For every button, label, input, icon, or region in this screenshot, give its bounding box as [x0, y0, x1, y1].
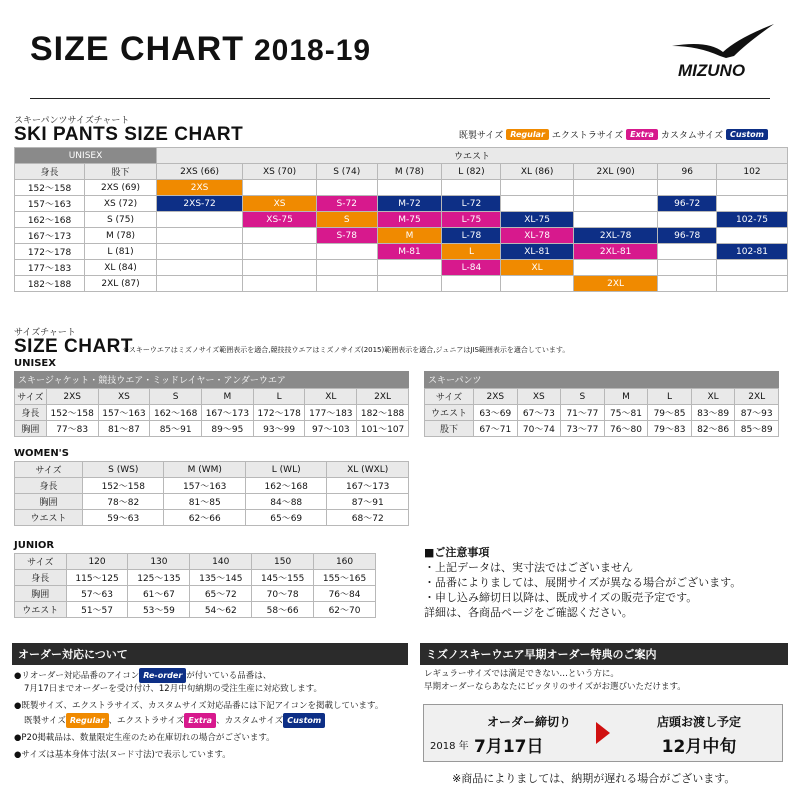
size-cell: L-75	[442, 212, 501, 228]
size-cell: 96-72	[658, 196, 717, 212]
value-cell: 172〜178	[253, 405, 305, 421]
value-cell: 71〜77	[561, 405, 605, 421]
size-cell: S-78	[316, 228, 377, 244]
table-row	[15, 478, 409, 494]
waist-col-header: S (74)	[316, 164, 377, 180]
column-header: S (WS)	[83, 462, 164, 478]
value-cell: 70〜78	[252, 586, 314, 602]
column-header: 130	[128, 554, 190, 570]
size-cell: XL	[501, 260, 573, 276]
value-cell: 67〜71	[474, 421, 518, 437]
size-cell	[243, 260, 317, 276]
inseam-cell: XS (72)	[85, 196, 157, 212]
value-cell: 89〜95	[202, 421, 254, 437]
size-cell: XL-78	[501, 228, 573, 244]
size-cell	[658, 180, 717, 196]
inseam-cell: S (75)	[85, 212, 157, 228]
column-header: XL	[691, 389, 735, 405]
value-cell: 61〜67	[128, 586, 190, 602]
value-cell: 162〜168	[150, 405, 202, 421]
table-row	[15, 212, 788, 228]
size-cell	[658, 260, 717, 276]
regular-tag: Regular	[506, 129, 549, 140]
delivery-footnote: ※商品によりましては、納期が遅れる場合がございます。	[452, 772, 736, 785]
height-cell: 152〜158	[15, 180, 85, 196]
size-cell	[377, 180, 442, 196]
table-row	[425, 421, 779, 437]
jacket-table: スキージャケット・競技ウエア・ミッドレイヤー・アンダーウエア サイズ 2XS XS S M L XL 2XL 身長 152〜158 157〜163 162〜168 167〜173 172〜178 177〜183 182〜188 胸囲 77〜83 81〜87 85〜91 89〜95 93〜99 97〜103 101〜107	[14, 371, 409, 437]
column-header: サイズ	[15, 389, 47, 405]
row-label: 胸囲	[15, 494, 83, 510]
inseam-cell: 2XS (69)	[85, 180, 157, 196]
size-cell	[717, 276, 788, 292]
value-cell: 62〜70	[314, 602, 376, 618]
waist-col-header: 2XL (90)	[573, 164, 658, 180]
pants-subtitle: スキーパンツサイズチャート	[14, 116, 130, 126]
reorder-tag: Re-order	[139, 668, 186, 683]
size-cell	[377, 276, 442, 292]
value-cell: 73〜77	[561, 421, 605, 437]
early-order-header: ミズノスキーウエア早期オーダー特典のご案内	[420, 643, 788, 665]
size-cell	[573, 196, 658, 212]
order-details: ●リオーダー対応品番のアイコン Re-order が付いている品番は、 7月17日までオーダーを受け付け、12月中旬納期の受注生産に対応致します。 ●既製サイズ、エクストラサイズ、カスタムサイズ対応品番には下記アイコンを掲載しています。 既製サイズ Regular 、エクストラサイズ Extra 、カスタムサイズ Custom ●P20掲載品は、数量限定生産のため在庫切れの場合がございます。 ●サイズは基本身体寸法(ヌード寸法)で表示しています。	[14, 668, 410, 762]
table-row	[15, 276, 788, 292]
table-row	[15, 494, 409, 510]
size-cell	[243, 180, 317, 196]
size-cell: L-78	[442, 228, 501, 244]
size-cell	[501, 180, 573, 196]
size-cell	[243, 244, 317, 260]
value-cell: 53〜59	[128, 602, 190, 618]
value-cell: 83〜89	[691, 405, 735, 421]
value-cell: 81〜85	[164, 494, 245, 510]
value-cell: 57〜63	[66, 586, 128, 602]
waist-col-header: XS (70)	[243, 164, 317, 180]
value-cell: 58〜66	[252, 602, 314, 618]
delivery-date: 12月中旬	[661, 737, 737, 757]
value-cell: 87〜93	[735, 405, 779, 421]
value-cell: 152〜158	[83, 478, 164, 494]
table-header-row	[15, 389, 409, 405]
row-label: 身長	[15, 405, 47, 421]
height-cell: 157〜163	[15, 196, 85, 212]
size-cell: XS-75	[243, 212, 317, 228]
height-cell: 172〜178	[15, 244, 85, 260]
value-cell: 182〜188	[357, 405, 409, 421]
value-cell: 101〜107	[357, 421, 409, 437]
pants-size-table: UNISEX ウエスト 身長 股下 2XS (66) XS (70) S (74) M (78) L (82) XL (86) 2XL (90) 96 102 152〜158 2XS (69) 2XS 157〜163 XS (72) 2XS-72 XS S-72 M-72 L-72 96-72 162〜168 S (75) XS-75 S M-75 L-75 XL-75 102-75 167〜173 M (78) S-78 M L-78 XL-78 2XL-78 96-78 172〜178 L (81) M-81 L XL-81 2XL-81 102-81 177〜183 XL (84) L-84 XL 182〜188 2XL (87) 2XL	[14, 147, 788, 292]
value-cell: 177〜183	[305, 405, 357, 421]
value-cell: 67〜73	[517, 405, 561, 421]
column-header: M	[604, 389, 648, 405]
table-row	[425, 405, 779, 421]
size-cell: 96-78	[658, 228, 717, 244]
value-cell: 75〜81	[604, 405, 648, 421]
column-header: サイズ	[15, 462, 83, 478]
size-cell	[243, 228, 317, 244]
womens-table	[14, 461, 409, 526]
table-row	[15, 405, 409, 421]
row-label: 胸囲	[15, 586, 67, 602]
value-cell: 155〜165	[314, 570, 376, 586]
column-header: XL	[305, 389, 357, 405]
table-row	[15, 570, 376, 586]
value-cell: 135〜145	[190, 570, 252, 586]
pants-chart-title: SKI PANTS SIZE CHART	[14, 124, 244, 145]
size-cell: L-72	[442, 196, 501, 212]
size-cell: XL-75	[501, 212, 573, 228]
early-order-text: レギュラーサイズでは満足できない…という方に。 早期オーダーならあなたにピッタリのサイズがお選びいただけます。	[424, 669, 686, 692]
value-cell: 157〜163	[164, 478, 245, 494]
table-row	[15, 602, 376, 618]
row-label: 身長	[15, 570, 67, 586]
table-row	[15, 421, 409, 437]
value-cell: 77〜83	[46, 421, 98, 437]
row-label: 胸囲	[15, 421, 47, 437]
junior-label: JUNIOR	[14, 540, 55, 551]
brand-logo	[668, 20, 778, 82]
inseam-cell: M (78)	[85, 228, 157, 244]
value-cell: 65〜72	[190, 586, 252, 602]
table-row	[15, 260, 788, 276]
waist-col-header: 102	[717, 164, 788, 180]
column-header: XS	[98, 389, 150, 405]
inseam-cell: 2XL (87)	[85, 276, 157, 292]
value-cell: 84〜88	[245, 494, 326, 510]
value-cell: 68〜72	[327, 510, 409, 526]
value-cell: 115〜125	[66, 570, 128, 586]
waist-col-header: 2XS (66)	[157, 164, 243, 180]
season-year: 2018-19	[254, 34, 372, 67]
size-cell	[316, 260, 377, 276]
size-cell	[501, 276, 573, 292]
size-cell: S	[316, 212, 377, 228]
size-cell	[573, 212, 658, 228]
size-cell	[157, 228, 243, 244]
waist-col-header: 96	[658, 164, 717, 180]
column-header: S	[150, 389, 202, 405]
value-cell: 85〜91	[150, 421, 202, 437]
size-cell: 2XS	[157, 180, 243, 196]
size-cell: L-84	[442, 260, 501, 276]
table-row	[15, 228, 788, 244]
inseam-cell: L (81)	[85, 244, 157, 260]
column-header: M	[202, 389, 254, 405]
row-label: 身長	[15, 478, 83, 494]
value-cell: 82〜86	[691, 421, 735, 437]
value-cell: 152〜158	[46, 405, 98, 421]
column-header: 120	[66, 554, 128, 570]
value-cell: 81〜87	[98, 421, 150, 437]
value-cell: 59〜63	[83, 510, 164, 526]
size-cell: 2XS-72	[157, 196, 243, 212]
size-cell: M-72	[377, 196, 442, 212]
size-cell: 2XL-78	[573, 228, 658, 244]
arrow-right-icon	[596, 722, 610, 744]
size-cell: M-81	[377, 244, 442, 260]
table-header-row	[15, 462, 409, 478]
value-cell: 76〜80	[604, 421, 648, 437]
column-header: 160	[314, 554, 376, 570]
row-label: ウエスト	[15, 602, 67, 618]
value-cell: 79〜85	[648, 405, 692, 421]
value-cell: 62〜66	[164, 510, 245, 526]
value-cell: 78〜82	[83, 494, 164, 510]
value-cell: 145〜155	[252, 570, 314, 586]
height-cell: 182〜188	[15, 276, 85, 292]
unisex-label: UNISEX	[14, 358, 56, 369]
size-cell	[501, 196, 573, 212]
size-cell: 2XL-81	[573, 244, 658, 260]
column-header: XL (WXL)	[327, 462, 409, 478]
page-title: SIZE CHART 2018-19	[30, 30, 372, 68]
column-header: S	[561, 389, 605, 405]
column-header: XS	[517, 389, 561, 405]
value-cell: 65〜69	[245, 510, 326, 526]
column-header: サイズ	[15, 554, 67, 570]
size-chart-note: ※スキーウエアはミズノサイズ範囲表示を適合,競技技ウエアはミズノサイズ(2015)範囲表示を適合,ジュニアはJIS範囲表示を適合しています。	[123, 346, 570, 354]
size-cell: 102-81	[717, 244, 788, 260]
junior-table	[14, 553, 376, 618]
value-cell: 157〜163	[98, 405, 150, 421]
size-cell	[157, 276, 243, 292]
size-cell	[316, 276, 377, 292]
column-header: L	[253, 389, 305, 405]
row-label: ウエスト	[425, 405, 474, 421]
size-cell	[573, 260, 658, 276]
size-cell: 2XL	[573, 276, 658, 292]
column-header: 2XS	[46, 389, 98, 405]
column-header: M (WM)	[164, 462, 245, 478]
inseam-cell: XL (84)	[85, 260, 157, 276]
value-cell: 85〜89	[735, 421, 779, 437]
size-cell	[717, 228, 788, 244]
waist-col-header: XL (86)	[501, 164, 573, 180]
size-cell: 102-75	[717, 212, 788, 228]
value-cell: 162〜168	[245, 478, 326, 494]
size-cell	[316, 244, 377, 260]
deadline-year: 2018 年	[430, 741, 469, 752]
table-row	[15, 586, 376, 602]
size-cell: XS	[243, 196, 317, 212]
extra-tag: Extra	[626, 129, 658, 140]
size-legend: 既製サイズ Regular エクストラサイズ Extra カスタムサイズ Custom	[459, 128, 768, 141]
column-header: 2XS	[474, 389, 518, 405]
size-cell	[658, 212, 717, 228]
caution-notes: ■ご注意事項 ・上記データは、実寸法ではございません ・品番によりましては、展開サイズが異なる場合がございます。 ・申し込み締切日以降は、既成サイズの販売予定です。 詳細は、各商品ページをご確認ください。	[424, 546, 742, 619]
table-row	[15, 180, 788, 196]
table-header-row	[15, 554, 376, 570]
value-cell: 54〜62	[190, 602, 252, 618]
height-cell: 167〜173	[15, 228, 85, 244]
order-section-header: オーダー対応について	[12, 643, 408, 665]
column-header: 2XL	[357, 389, 409, 405]
size-cell	[377, 260, 442, 276]
column-header: 150	[252, 554, 314, 570]
row-label: 股下	[425, 421, 474, 437]
size-cell	[157, 244, 243, 260]
size-cell	[316, 180, 377, 196]
value-cell: 63〜69	[474, 405, 518, 421]
size-cell	[442, 276, 501, 292]
size-cell	[658, 244, 717, 260]
column-header: 2XL	[735, 389, 779, 405]
waist-col-header: M (78)	[377, 164, 442, 180]
value-cell: 167〜173	[202, 405, 254, 421]
value-cell: 70〜74	[517, 421, 561, 437]
size-cell: L	[442, 244, 501, 260]
value-cell: 97〜103	[305, 421, 357, 437]
size-cell: XL-81	[501, 244, 573, 260]
table-header-row	[425, 389, 779, 405]
divider	[30, 98, 770, 99]
value-cell: 79〜83	[648, 421, 692, 437]
size-cell	[717, 180, 788, 196]
size-cell	[243, 276, 317, 292]
table-row	[15, 244, 788, 260]
value-cell: 93〜99	[253, 421, 305, 437]
size-cell: M	[377, 228, 442, 244]
delivery-label: 店頭お渡し予定	[656, 715, 741, 729]
deadline-label: オーダー締切り	[486, 715, 571, 729]
custom-tag: Custom	[726, 129, 768, 140]
size-cell: S-72	[316, 196, 377, 212]
size-chart-title: SIZE CHART	[14, 336, 133, 357]
size-cell	[717, 196, 788, 212]
waist-col-header: L (82)	[442, 164, 501, 180]
table-row	[15, 196, 788, 212]
value-cell: 76〜84	[314, 586, 376, 602]
height-cell: 162〜168	[15, 212, 85, 228]
size-cell	[717, 260, 788, 276]
column-header: 140	[190, 554, 252, 570]
column-header: L (WL)	[245, 462, 326, 478]
size-cell	[658, 276, 717, 292]
pants-size-small-table: スキーパンツ サイズ 2XS XS S M L XL 2XL ウエスト 63〜69 67〜73 71〜77 75〜81 79〜85 83〜89 87〜93 股下 67〜71 70〜74 73〜77 76〜80 79〜83 82〜86 85〜89	[424, 371, 779, 437]
size-cell	[442, 180, 501, 196]
womens-label: WOMEN'S	[14, 448, 69, 459]
size-cell: M-75	[377, 212, 442, 228]
value-cell: 125〜135	[128, 570, 190, 586]
height-cell: 177〜183	[15, 260, 85, 276]
column-header: サイズ	[425, 389, 474, 405]
value-cell: 167〜173	[327, 478, 409, 494]
table-row	[15, 510, 409, 526]
size-cell	[573, 180, 658, 196]
brand-name: MIZUNO	[678, 61, 746, 80]
value-cell: 87〜91	[327, 494, 409, 510]
row-label: ウエスト	[15, 510, 83, 526]
value-cell: 51〜57	[66, 602, 128, 618]
size-cell	[157, 212, 243, 228]
order-schedule-box	[423, 704, 783, 762]
deadline-date: 7月17日	[474, 737, 544, 757]
size-cell	[157, 260, 243, 276]
column-header: L	[648, 389, 692, 405]
size-subtitle: サイズチャート	[14, 328, 76, 338]
